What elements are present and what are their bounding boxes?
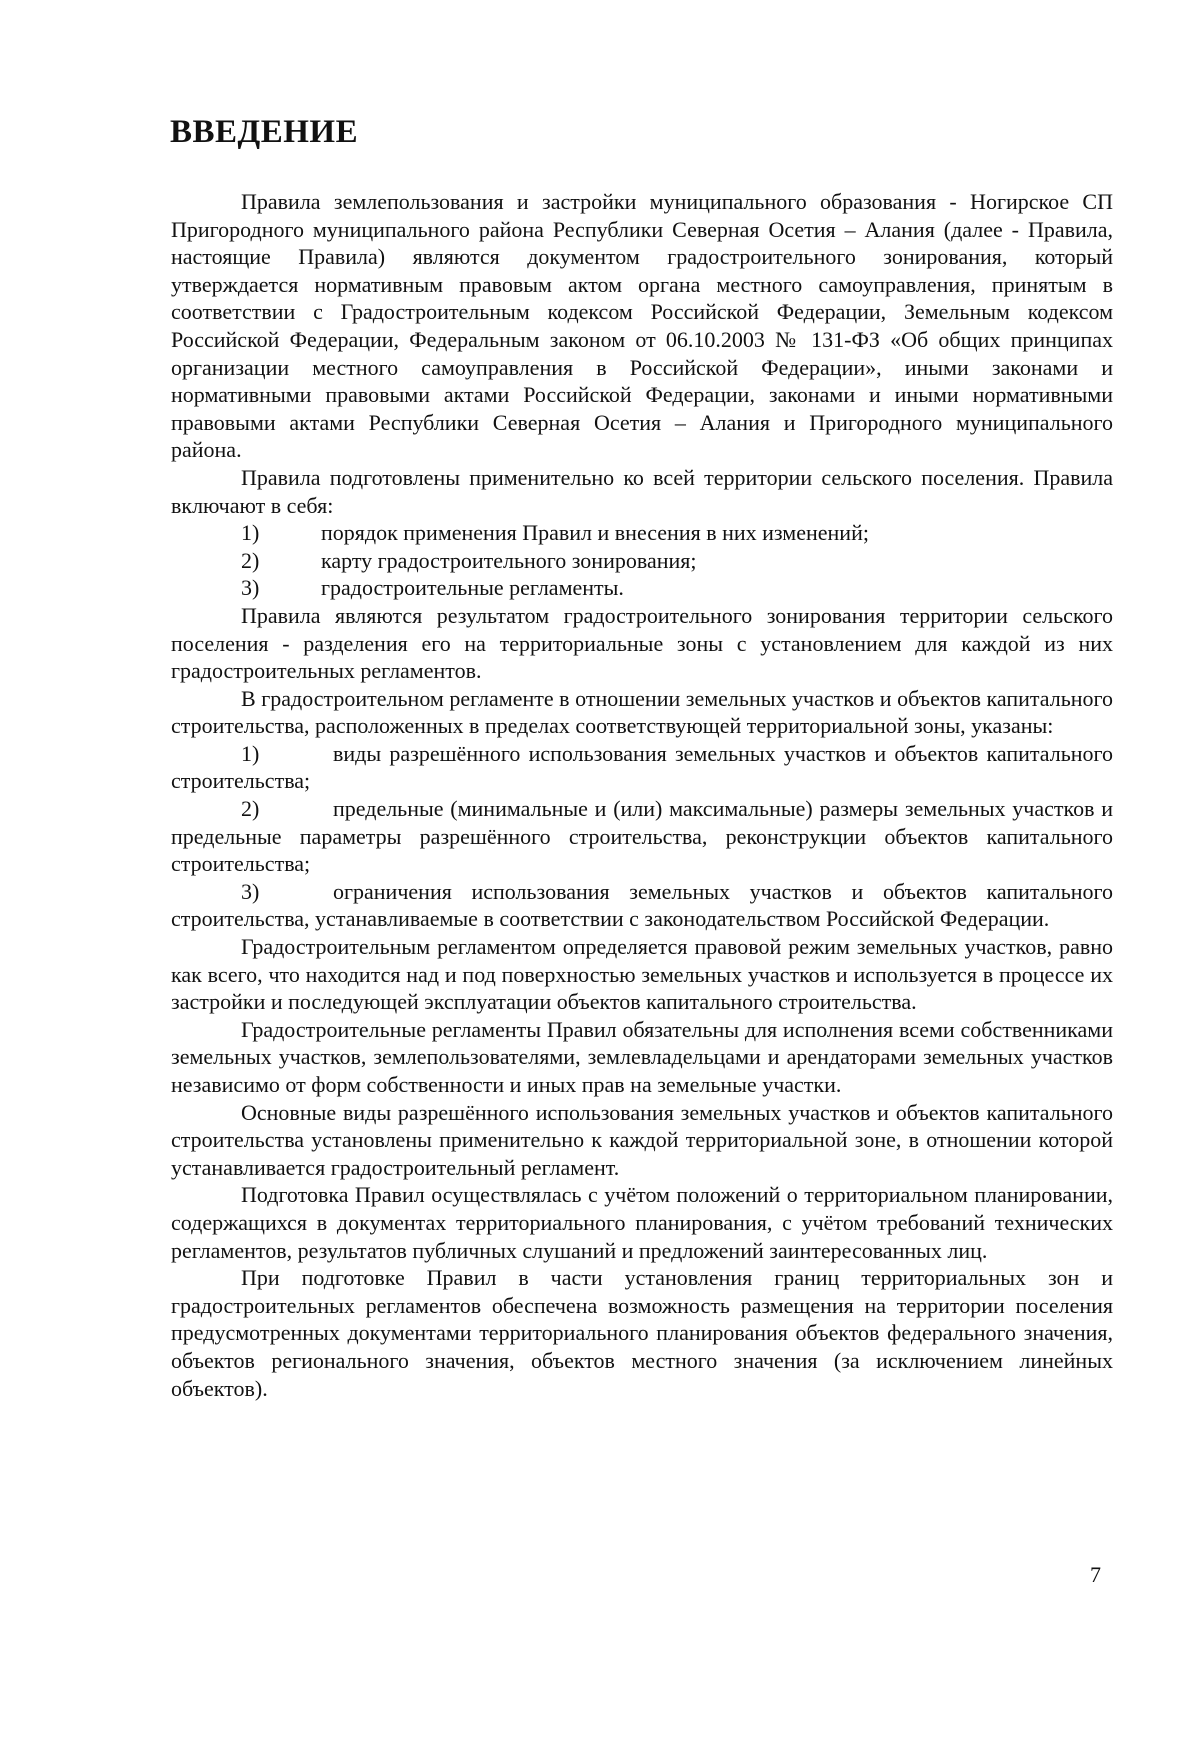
list-item (171, 878, 1113, 933)
paragraph: В градостроительном регламенте в отношении земельных участков и объектов капитального строительства, расположенных в пределах соответствующей территориальной зоны, указаны: (171, 685, 1113, 739)
list-item-text: предельные (минимальные и (или) максимальные) размеры земельных участков и предельные параметры разрешённого строительства, реконструкции объектов капитального строительства; (171, 796, 1113, 877)
section-heading: ВВЕДЕНИЕ (170, 114, 359, 150)
paragraph: Правила являются результатом градостроительного зонирования территории сельского поселения - разделения его на территориальные зоны с установлением для каждой из них градостроительных регламентов. (171, 602, 1113, 684)
list-number: 1) (241, 520, 260, 546)
list-item (171, 519, 1113, 547)
document-body (171, 188, 1113, 1402)
paragraph: Подготовка Правил осуществлялась с учётом положений о территориальном планировании, содержащихся в документах территориального планирования, с учётом требований технических регламентов, результатов публичных слушаний и предложений заинтересованных лиц. (171, 1182, 1113, 1263)
paragraph: При подготовке Правил в части установления границ территориальных зон и градостроительных регламентов обеспечена возможность размещения на территории поселения предусмотренных документами территориального планирования объектов федерального значения, объектов регионального значения, объектов местного значения (за исключением линейных объектов). (171, 1265, 1113, 1401)
paragraph: Градостроительным регламентом определяется правовой режим земельных участков, равно как всего, что находится над и под поверхностью земельных участков и используется в процессе их застройки и последующей эксплуатации объектов капитального строительства. (171, 934, 1113, 1015)
paragraph: Основные виды разрешённого использования земельных участков и объектов капитального строительства установлены применительно к каждой территориальной зоне, в отношении которой устанавливается градостроительный регламент. (171, 1099, 1113, 1180)
list-number: 1) (241, 740, 260, 766)
list-item-text: порядок применения Правил и внесения в них изменений; (321, 520, 869, 546)
list-item-text: карту градостроительного зонирования; (321, 547, 697, 573)
paragraph: Правила подготовлены применительно ко всей территории сельского поселения. Правила включают в себя: (171, 464, 1113, 518)
paragraph: Градостроительные регламенты Правил обязательны для исполнения всеми собственниками земельных участков, землепользователями, землевладельцами и арендаторами земельных участков независимо от форм собственности и иных прав на земельные участки. (171, 1016, 1113, 1097)
list-item (171, 740, 1113, 795)
list-number: 2) (241, 796, 260, 822)
list-item (171, 547, 1113, 575)
list-number: 3) (241, 878, 260, 904)
list-item (171, 574, 1113, 602)
list-item-text: градостроительные регламенты. (321, 575, 624, 601)
list-number: 2) (241, 547, 260, 573)
paragraph: Правила землепользования и застройки муниципального образования - Ногирское СП Пригородного муниципального района Республики Северная Осетия – Алания (далее - Правила, настоящие Правила) являются документом градостроительного зонирования, который утверждается нормативным правовым актом органа местного самоуправления, принятым в соответствии с Градостроительным кодексом Российской Федерации, Земельным кодексом Российской Федерации, Федеральным законом от 06.10.2003 № 131-ФЗ «Об общих принципах организации местного самоуправления в Российской Федерации», иными законами и нормативными правовыми актами Российской Федерации, законами и иными нормативными правовыми актами Республики Северная Осетия – Алания и Пригородного муниципального района. (171, 189, 1113, 463)
list-item-text: виды разрешённого использования земельных участков и объектов капитального строительства; (171, 740, 1113, 794)
list-item-text: ограничения использования земельных участков и объектов капитального строительства, устанавливаемые в соответствии с законодательством Российской Федерации. (171, 878, 1113, 932)
list-item (171, 795, 1113, 878)
page-number: 7 (1090, 1562, 1101, 1587)
list-number: 3) (241, 575, 260, 601)
